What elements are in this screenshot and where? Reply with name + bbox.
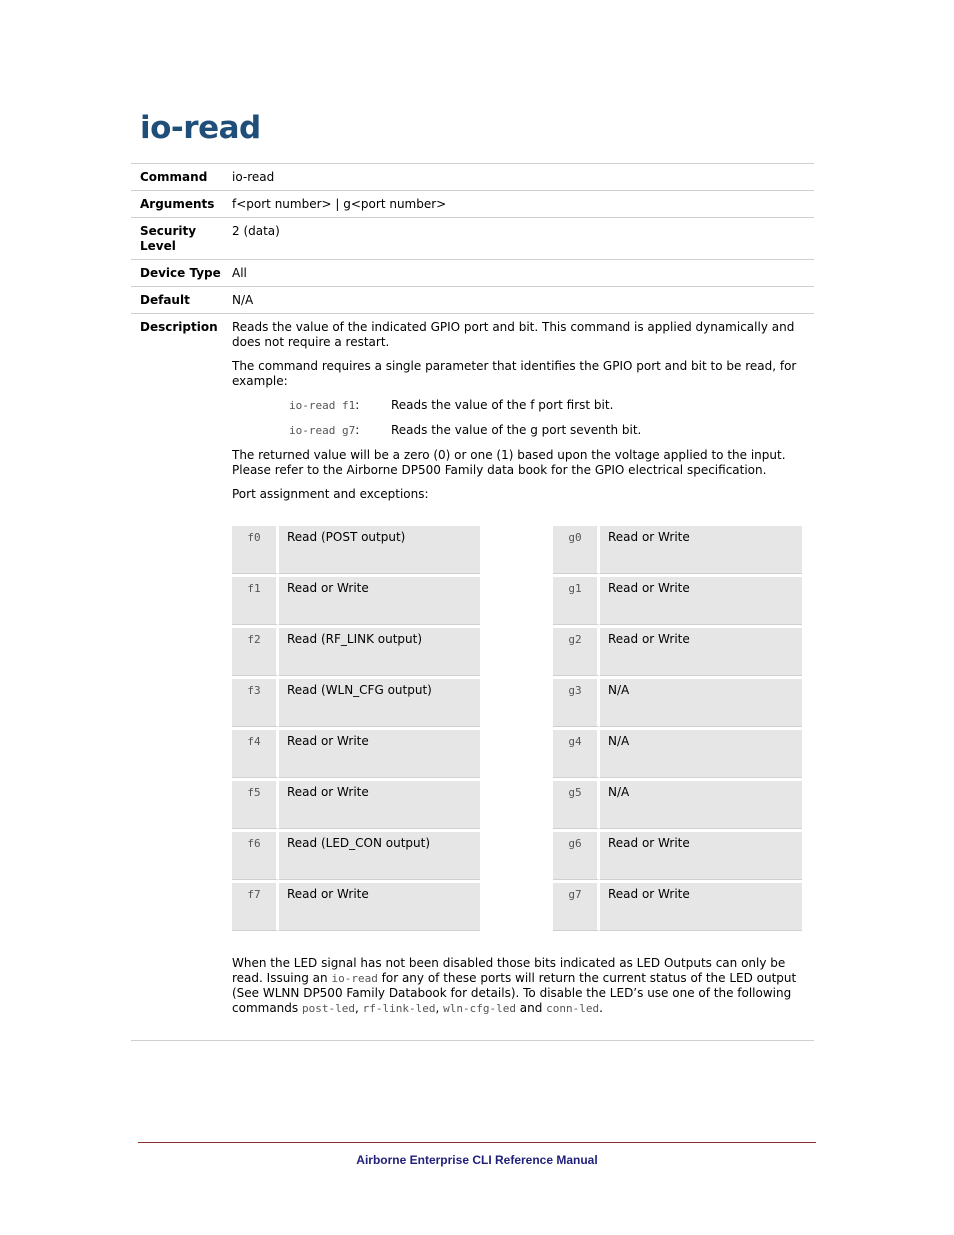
spec-key: Arguments <box>131 191 224 218</box>
table-row <box>553 526 802 574</box>
f-port-table <box>232 523 480 934</box>
spec-value: N/A <box>224 287 814 314</box>
table-row <box>232 832 480 880</box>
spec-value: 2 (data) <box>224 218 814 260</box>
example-separator: : <box>355 423 360 437</box>
port-id: f1 <box>232 577 279 625</box>
g-port-table <box>553 523 802 934</box>
table-row <box>553 628 802 676</box>
example-row <box>289 423 802 438</box>
port-id: g0 <box>553 526 600 574</box>
port-access: Read or Write <box>279 781 480 829</box>
port-access: Read or Write <box>279 730 480 778</box>
page-title: io-read <box>140 110 261 146</box>
port-access: N/A <box>600 730 802 778</box>
spec-key: Default <box>131 287 224 314</box>
description-paragraph: The returned value will be a zero (0) or one (1) based upon the voltage applied to the input. Please refer to the Airborne DP500 Family data book for the GPIO electrical specification. <box>232 448 786 477</box>
port-access: Read (WLN_CFG output) <box>279 679 480 727</box>
port-id: g2 <box>553 628 600 676</box>
example-code: io-read g7 <box>289 424 356 437</box>
port-access: N/A <box>600 781 802 829</box>
port-access: Read or Write <box>600 526 802 574</box>
port-id: g7 <box>553 883 600 931</box>
table-row <box>232 577 480 625</box>
port-id: g5 <box>553 781 600 829</box>
port-id: g4 <box>553 730 600 778</box>
spec-row-default <box>131 287 814 314</box>
port-access: N/A <box>600 679 802 727</box>
spec-row-security-level <box>131 218 814 260</box>
port-id: f5 <box>232 781 279 829</box>
spec-row-description <box>131 314 814 1041</box>
description-body <box>224 314 814 1041</box>
example-text: Reads the value of the f port first bit. <box>391 398 614 412</box>
spec-row-device-type <box>131 260 814 287</box>
spec-key: Description <box>131 314 224 1041</box>
table-row <box>232 628 480 676</box>
table-row <box>232 730 480 778</box>
spec-key: Device Type <box>131 260 224 287</box>
port-access: Read or Write <box>600 628 802 676</box>
port-access: Read or Write <box>600 832 802 880</box>
port-access: Read or Write <box>279 883 480 931</box>
table-row <box>232 679 480 727</box>
spec-value: All <box>224 260 814 287</box>
port-id: f7 <box>232 883 279 931</box>
port-id: f4 <box>232 730 279 778</box>
example-text: Reads the value of the g port seventh bit. <box>391 423 642 437</box>
table-row <box>553 781 802 829</box>
port-id: f2 <box>232 628 279 676</box>
port-access: Read or Write <box>600 883 802 931</box>
table-row <box>553 679 802 727</box>
spec-value: f<port number> | g<port number> <box>224 191 814 218</box>
table-row <box>553 730 802 778</box>
port-id: g1 <box>553 577 600 625</box>
port-id: f0 <box>232 526 279 574</box>
port-access: Read or Write <box>279 577 480 625</box>
port-id: f6 <box>232 832 279 880</box>
table-row <box>232 526 480 574</box>
description-paragraph: Reads the value of the indicated GPIO port and bit. This command is applied dynamically and does not require a restart. <box>232 320 795 349</box>
example-separator: : <box>355 398 360 412</box>
description-paragraph: Port assignment and exceptions: <box>232 487 429 501</box>
footer-divider <box>138 1142 816 1143</box>
inline-code: post-led <box>301 1002 355 1015</box>
note-text: When the LED signal has not been disabled those bits indicated as LED Outputs can only be read. Issuing an <box>232 956 786 985</box>
table-row <box>553 577 802 625</box>
table-row <box>553 883 802 931</box>
page-footer: Airborne Enterprise CLI Reference Manual <box>356 1153 598 1167</box>
command-spec-table <box>131 163 814 1041</box>
table-row <box>232 781 480 829</box>
port-access: Read or Write <box>600 577 802 625</box>
port-access: Read (LED_CON output) <box>279 832 480 880</box>
port-assignment-tables <box>232 523 802 934</box>
spec-row-command <box>131 164 814 191</box>
description-paragraph: The command requires a single parameter that identifies the GPIO port and bit to be read, for example: <box>232 359 797 388</box>
inline-code: conn-led <box>546 1002 600 1015</box>
table-row <box>232 883 480 931</box>
inline-code: rf-link-led <box>362 1002 436 1015</box>
note-text: for any of these ports will return the current status of the LED output (See WLNN DP500 Family Databook for details). To disable the LED’s use one of the following commands <box>232 971 797 1015</box>
port-id: g3 <box>553 679 600 727</box>
note-text: , <box>354 1001 363 1015</box>
example-row <box>289 398 802 413</box>
spec-key: Command <box>131 164 224 191</box>
spec-row-arguments <box>131 191 814 218</box>
port-access: Read (POST output) <box>279 526 480 574</box>
port-id: g6 <box>553 832 600 880</box>
port-access: Read (RF_LINK output) <box>279 628 480 676</box>
note-text: , <box>435 1001 444 1015</box>
port-id: f3 <box>232 679 279 727</box>
led-note-paragraph <box>232 956 802 1016</box>
spec-value: io-read <box>224 164 814 191</box>
inline-code: wln-cfg-led <box>443 1002 516 1015</box>
table-row <box>553 832 802 880</box>
spec-key: Security Level <box>131 218 224 260</box>
note-text: . <box>599 1001 603 1015</box>
note-text: and <box>515 1001 547 1015</box>
inline-code: io-read <box>331 972 378 985</box>
example-code: io-read f1 <box>289 399 356 412</box>
